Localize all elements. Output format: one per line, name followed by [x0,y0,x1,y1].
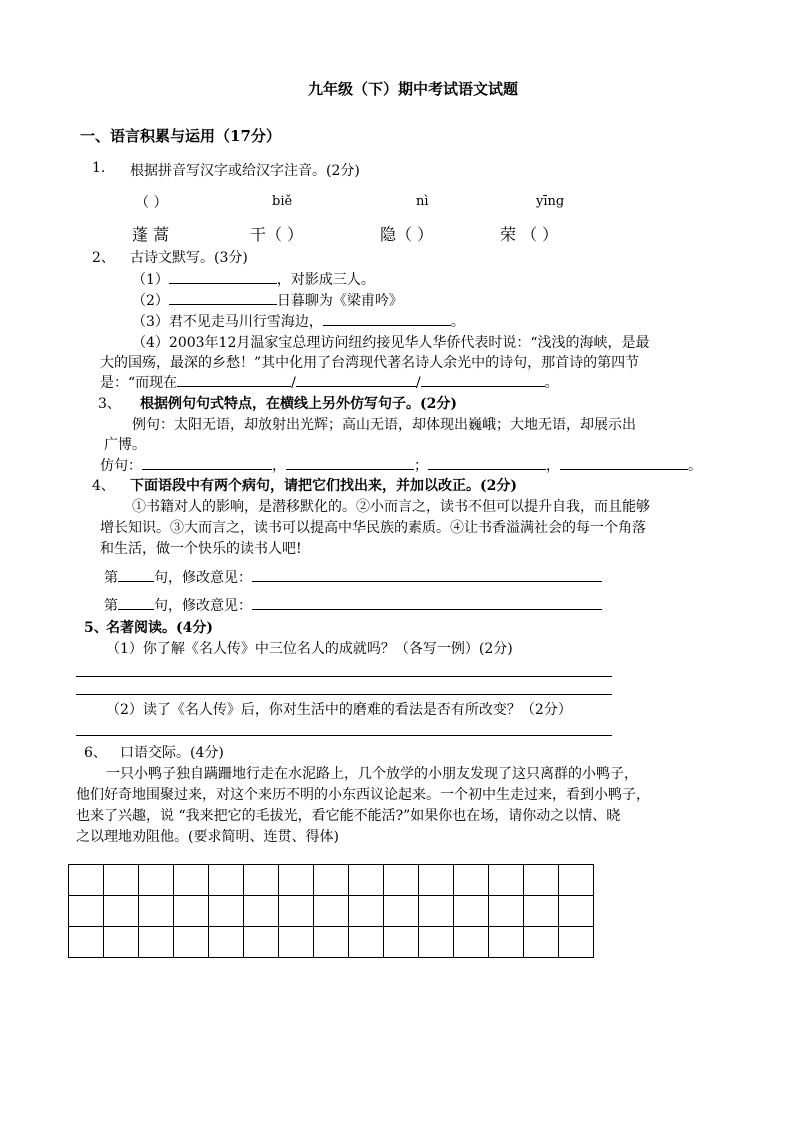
q5-answer-line-1[interactable] [76,676,612,677]
q1-prompt: 根据拼音写汉字或给汉字注音。(2分) [130,163,360,179]
grid-cell[interactable] [104,865,139,896]
q2-line-2-text: 日暮聊为《梁甫吟》 [276,293,403,309]
q3-semicolon: ； [414,458,428,474]
q2-line-1-label: （1） [132,272,169,288]
grid-cell[interactable] [279,896,314,927]
grid-cell[interactable] [349,927,384,958]
grid-cell[interactable] [384,896,419,927]
grid-cell[interactable] [279,927,314,958]
q2-line-6 [100,372,559,392]
q5-prompt: 名著阅读。(4分) [106,620,213,636]
q2-number: 2、 [92,250,115,266]
q4-prompt: 下面语段中有两个病句，请把它们找出来，并加以改正。(2分) [130,478,517,494]
q1-item-1: 蓬 蒿 [132,225,170,244]
q2-answer-blank-2[interactable] [169,292,277,305]
q3-answer-line [100,455,702,475]
grid-cell[interactable] [384,927,419,958]
q5-sub-1: （1）你了解《名人传》中三位名人的成就吗？（各写一例）(2分) [106,641,513,657]
q3-blank-2[interactable] [286,457,414,470]
grid-cell[interactable] [314,927,349,958]
section-heading: 一、语言积累与运用（17分） [80,127,281,145]
grid-cell[interactable] [174,896,209,927]
q5-answer-line-2[interactable] [76,694,612,695]
q2-answer-blank-3[interactable] [323,313,451,326]
q4-fix-row-1 [104,567,602,587]
grid-cell[interactable] [559,927,594,958]
q2-line-6-text: 是：“而现在 [100,375,178,391]
grid-cell[interactable] [419,896,454,927]
grid-cell[interactable] [454,896,489,927]
q6-para-3: 也来了兴趣，说 “我来把它的毛拔光，看它能不能活?”如果你也在场，请你动之以情、晓 [76,808,621,824]
grid-cell[interactable] [69,896,104,927]
q2-line-2-label: （2） [132,293,169,309]
grid-row [69,896,594,927]
q4-fix-row-2 [104,595,602,615]
grid-cell[interactable] [349,896,384,927]
q4-revision-blank-1[interactable] [252,569,602,582]
q6-number: 6、 [84,745,107,761]
q4-di-2: 第 [104,598,118,614]
q4-ju-2: 句，修改意见： [154,598,252,614]
grid-cell[interactable] [139,927,174,958]
grid-cell[interactable] [349,865,384,896]
grid-cell[interactable] [419,927,454,958]
grid-row [69,927,594,958]
q1-number: 1. [92,160,106,176]
q2-line-1-text: ，对影成三人。 [276,272,375,288]
grid-cell[interactable] [244,865,279,896]
q3-comma-2: ， [546,458,560,474]
q2-answer-blank-1[interactable] [169,271,277,284]
q2-answer-blank-5[interactable] [296,374,416,387]
q5-sub-2: （2）读了《名人传》后，你对生活中的磨难的看法是否有所改变？（2分） [106,702,572,718]
q2-line-3-text: （3）君不见走马川行雪海边， [132,314,323,330]
q4-para-2: 增长知识。③大而言之，读书可以提高中华民族的素质。④让书香溢满社会的每一个角落 [100,520,646,536]
q2-line-5: 大的国殇，最深的乡愁！”其中化用了台湾现代著名诗人余光中的诗句，那首诗的第四节 [100,355,640,371]
page-title: 九年级（下）期中考试语文试题 [308,80,519,98]
q3-comma-1: ， [272,458,286,474]
q3-example-2: 广博。 [104,437,146,453]
q4-sentence-blank-1[interactable] [118,569,154,582]
q2-line-3 [132,311,465,331]
grid-cell[interactable] [244,927,279,958]
q5-number: 5、 [84,620,108,636]
grid-cell[interactable] [314,896,349,927]
q4-revision-blank-2[interactable] [252,597,602,610]
grid-cell[interactable] [244,896,279,927]
grid-cell[interactable] [524,927,559,958]
q2-slash-2: / [415,375,421,391]
q1-pinyin-2: nì [416,194,429,209]
q1-pinyin-3: yīng [536,194,565,209]
q1-item-3[interactable]: 隐（ ） [380,225,434,244]
grid-cell[interactable] [314,865,349,896]
q4-number: 4、 [92,478,115,494]
q1-item-4[interactable]: 荣 （ ） [500,225,559,244]
q6-prompt: 口语交际。(4分) [120,745,224,761]
q6-para-4: 之以理地劝阻他。(要求简明、连贯、得体) [76,829,339,845]
q3-blank-4[interactable] [560,457,688,470]
grid-cell[interactable] [174,927,209,958]
grid-cell[interactable] [559,896,594,927]
q3-example-1: 例句：太阳无语，却放射出光辉；高山无语，却体现出巍峨；大地无语，却展示出 [132,417,636,433]
q2-line-3-end: 。 [450,314,465,330]
grid-cell[interactable] [209,865,244,896]
q2-slash-1: / [291,375,296,391]
q2-line-1 [132,269,375,289]
q2-answer-blank-6[interactable] [421,374,545,387]
q2-prompt: 古诗文默写。(3分) [130,250,248,266]
q6-para-1: 一只小鸭子独自蹒跚地行走在水泥路上，几个放学的小朋友发现了这只离群的小鸭子， [106,766,638,782]
grid-cell[interactable] [139,896,174,927]
grid-cell[interactable] [524,865,559,896]
q3-number: 3、 [98,396,121,412]
grid-cell[interactable] [454,865,489,896]
q3-blank-3[interactable] [428,457,546,470]
grid-cell[interactable] [104,927,139,958]
q2-line-4: （4）2003年12月温家宝总理访问纽约接见华人华侨代表时说：“浅浅的海峡，是最 [132,335,650,351]
q3-prompt: 根据例句句式特点，在横线上另外仿写句子。(2分) [140,396,457,412]
q4-para-3: 和生活，做一个快乐的读书人吧! [100,541,302,557]
q4-para-1: ①书籍对人的影响，是潜移默化的。②小而言之，读书不但可以提升自我，而且能够 [132,499,650,515]
grid-cell[interactable] [454,927,489,958]
q5-answer-line-3[interactable] [76,735,612,736]
q2-answer-blank-4[interactable] [177,374,291,387]
grid-cell[interactable] [559,865,594,896]
q4-di-1: 第 [104,570,118,586]
grid-cell[interactable] [209,927,244,958]
q3-label: 仿句： [100,458,142,474]
q3-blank-1[interactable] [142,457,272,470]
grid-cell[interactable] [489,896,524,927]
grid-cell[interactable] [69,865,104,896]
q1-pinyin-1: biě [272,194,293,209]
q4-ju-1: 句，修改意见： [154,570,252,586]
grid-cell[interactable] [279,865,314,896]
grid-cell[interactable] [524,896,559,927]
writing-grid[interactable] [68,864,594,958]
grid-cell[interactable] [69,927,104,958]
q6-para-2: 他们好奇地围聚过来，对这个来历不明的小东西议论起来。一个初中生走过来，看到小鸭子， [76,787,650,803]
grid-row [69,865,594,896]
grid-cell[interactable] [384,865,419,896]
grid-cell[interactable] [139,865,174,896]
grid-cell[interactable] [489,927,524,958]
q1-blank-1[interactable]: （ ） [135,195,168,211]
grid-cell[interactable] [489,865,524,896]
grid-cell[interactable] [174,865,209,896]
q1-item-2[interactable]: 干（ ） [250,225,304,244]
q2-line-6-end: 。 [544,375,559,391]
grid-cell[interactable] [419,865,454,896]
q2-line-2 [132,290,403,310]
q4-sentence-blank-2[interactable] [118,597,154,610]
grid-cell[interactable] [209,896,244,927]
grid-cell[interactable] [104,896,139,927]
q3-end: 。 [688,458,702,474]
